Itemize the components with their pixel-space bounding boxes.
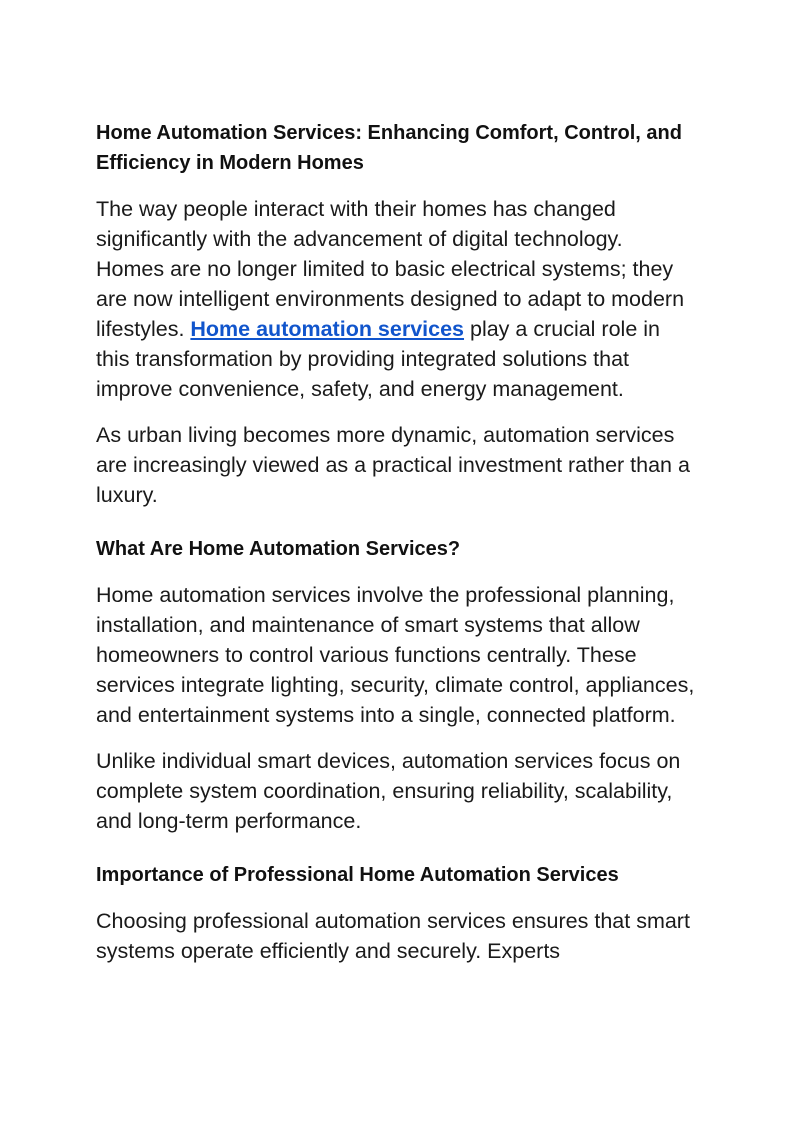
intro-text-before-link: The way people interact with their homes has changed significantly with the advancement of digital technology. Homes are no longer limited to basic electrical systems; they are now intelligent environments designed to adapt to modern lifestyles. [96, 197, 685, 341]
section2-paragraph-1: Choosing professional automation services ensures that smart systems operate efficiently and securely. Experts [96, 909, 690, 963]
home-automation-services-link[interactable]: Home automation services [190, 317, 465, 341]
intro-paragraph-1 [96, 194, 696, 404]
section1-paragraph-2: Unlike individual smart devices, automation services focus on complete system coordination, ensuring reliability, scalability, and long-term performance. [96, 749, 681, 833]
section1-paragraph-1: Home automation services involve the professional planning, installation, and maintenance of smart systems that allow homeowners to control various functions centrally. These services integrate lighting, security, climate control, appliances, and entertainment systems into a single, connected platform. [96, 583, 695, 727]
intro-paragraph-2: As urban living becomes more dynamic, automation services are increasingly viewed as a practical investment rather than a luxury. [96, 423, 690, 507]
intro-text-after-link: play a crucial role in this transformation by providing integrated solutions that improve convenience, safety, and energy management. [96, 317, 660, 401]
section-heading-importance: Importance of Professional Home Automation Services [96, 864, 619, 886]
section-heading-what-are: What Are Home Automation Services? [96, 538, 461, 560]
document-page [96, 118, 696, 982]
document-title: Home Automation Services: Enhancing Comfort, Control, and Efficiency in Modern Homes [96, 122, 682, 174]
